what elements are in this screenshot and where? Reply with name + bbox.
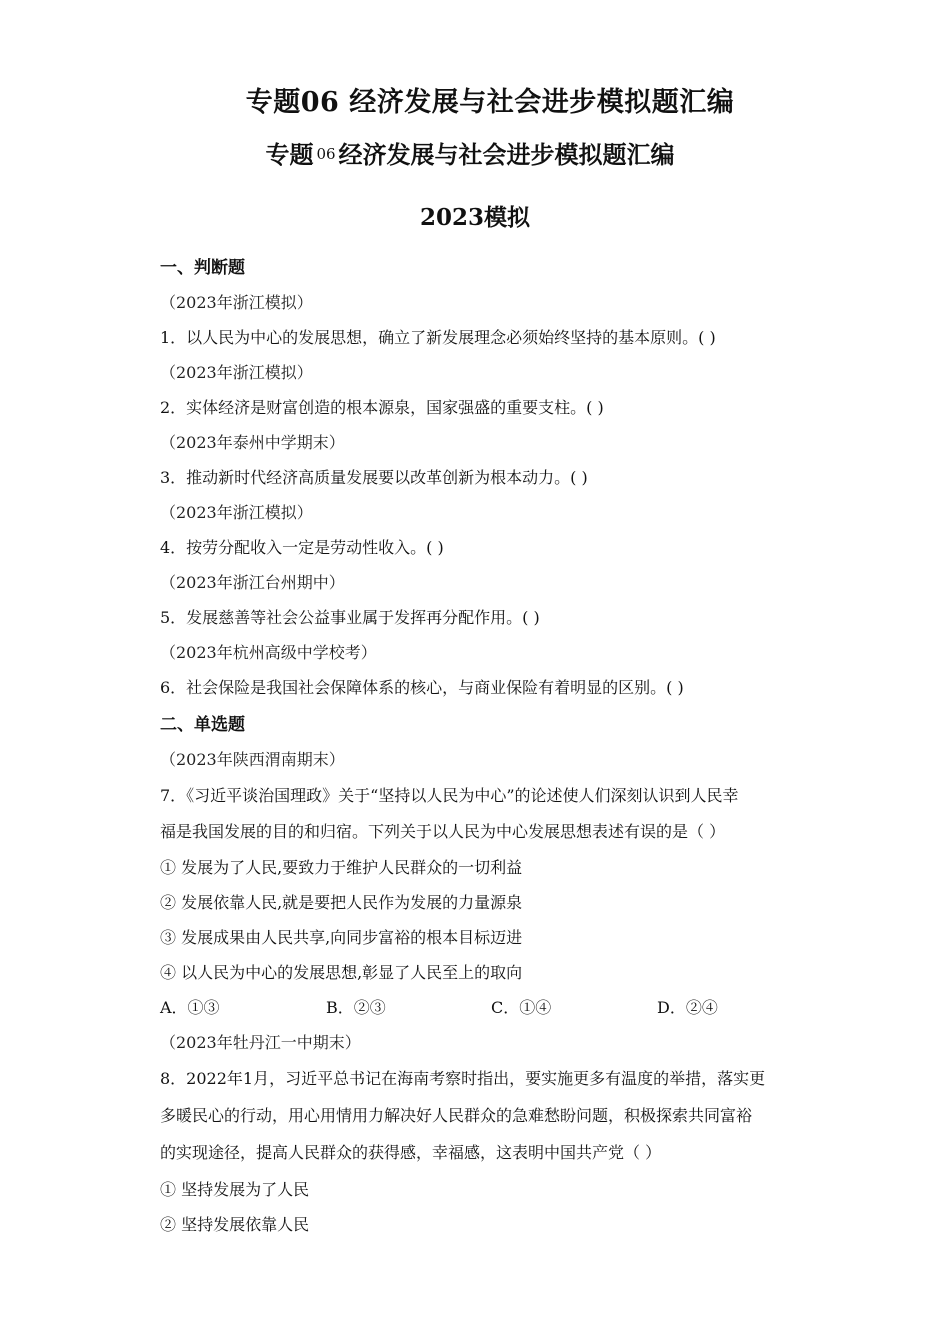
document-subtitle (0, 135, 950, 170)
question-4: 4．按劳分配收入一定是劳动性收入。( ) (160, 538, 444, 557)
question-2: 2．实体经济是财富创造的根本源泉，国家强盛的重要支柱。( ) (160, 398, 604, 417)
question-8-item-2: ② 坚持发展依靠人民 (160, 1215, 310, 1234)
question-8-line-2: 多暖民心的行动，用心用情用力解决好人民群众的急难愁盼问题，积极探索共同富裕 (160, 1106, 753, 1125)
question-7-item-2: ② 发展依靠人民,就是要把人民作为发展的力量源泉 (160, 893, 523, 912)
option-c: C．①④ (491, 998, 552, 1017)
question-8-item-1: ① 坚持发展为了人民 (160, 1180, 310, 1199)
option-a: A．①③ (160, 998, 220, 1017)
subtitle-number: 06 (316, 145, 336, 163)
question-3: 3．推动新时代经济高质量发展要以改革创新为根本动力。( ) (160, 468, 588, 487)
subtitle-prefix: 专题 (265, 140, 314, 169)
question-source: （2023年陕西渭南期末） (160, 750, 345, 769)
question-6: 6．社会保险是我国社会保障体系的核心，与商业保险有着明显的区别。( ) (160, 678, 684, 697)
question-source: （2023年浙江模拟） (160, 293, 313, 312)
question-7-line-1: 7．《习近平谈治国理政》关于“坚持以人民为中心”的论述使人们深刻认识到人民幸 (160, 786, 739, 805)
question-7-item-4: ④ 以人民为中心的发展思想,彰显了人民至上的取向 (160, 963, 523, 982)
question-5: 5．发展慈善等社会公益事业属于发挥再分配作用。( ) (160, 608, 540, 627)
question-7-line-2: 福是我国发展的目的和归宿。下列关于以人民为中心发展思想表述有误的是（ ） (160, 822, 726, 841)
question-source: （2023年牡丹江一中期末） (160, 1033, 361, 1052)
option-d: D．②④ (657, 998, 718, 1017)
question-source: （2023年泰州中学期末） (160, 433, 345, 452)
option-b: B．②③ (326, 998, 386, 1017)
question-source: （2023年浙江模拟） (160, 503, 313, 522)
year-heading: 2023模拟 (419, 204, 530, 231)
document-title: 专题06 经济发展与社会进步模拟题汇编 (245, 87, 735, 118)
section-heading-single-choice: 二、单选题 (160, 715, 245, 735)
question-source: （2023年杭州高级中学校考） (160, 643, 377, 662)
question-7-options (160, 997, 800, 1019)
question-8-line-3: 的实现途径，提高人民群众的获得感，幸福感，这表明中国共产党（ ） (160, 1143, 662, 1162)
question-7-item-1: ① 发展为了人民,要致力于维护人民群众的一切利益 (160, 858, 523, 877)
subtitle-text: 经济发展与社会进步模拟题汇编 (338, 140, 675, 169)
question-8-line-1: 8．2022年1月，习近平总书记在海南考察时指出，要实施更多有温度的举措，落实更 (160, 1069, 766, 1088)
question-source: （2023年浙江模拟） (160, 363, 313, 382)
question-source: （2023年浙江台州期中） (160, 573, 345, 592)
question-7-item-3: ③ 发展成果由人民共享,向同步富裕的根本目标迈进 (160, 928, 523, 947)
section-heading-judgment: 一、判断题 (160, 258, 245, 278)
question-1: 1．以人民为中心的发展思想，确立了新发展理念必须始终坚持的基本原则。( ) (160, 328, 716, 347)
